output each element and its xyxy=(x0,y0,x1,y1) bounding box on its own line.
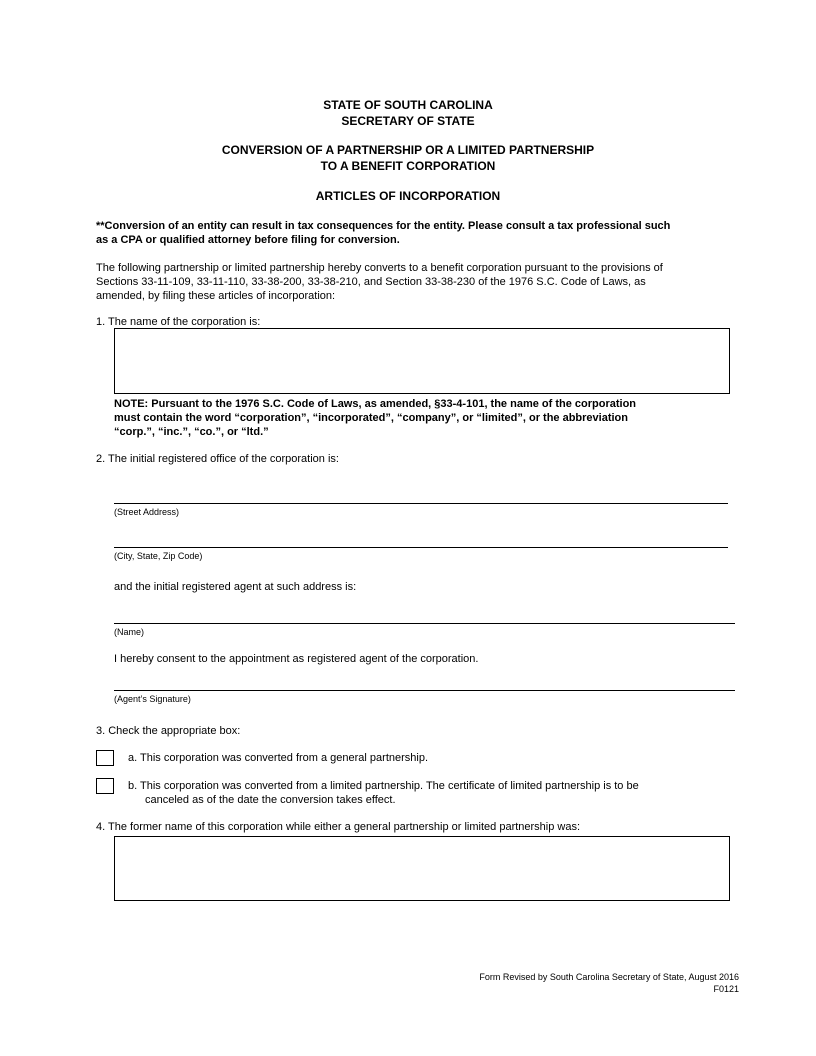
option-b-text-line2: canceled as of the date the conversion takes effect. xyxy=(145,794,396,806)
corporation-name-field[interactable] xyxy=(114,328,730,394)
agent-name-caption: (Name) xyxy=(114,627,145,637)
form-revision-note: Form Revised by South Carolina Secretary of State, August 2016 xyxy=(479,972,739,982)
item4-label: 4. The former name of this corporation while either a general partnership or limited partnership was: xyxy=(96,821,581,833)
intro-line2: Sections 33-11-109, 33-11-110, 33-38-200, 33-38-210, and Section 33-38-230 of the 1976 S.C. Code of Laws, as xyxy=(96,276,646,288)
limited-partnership-checkbox[interactable] xyxy=(96,778,114,794)
name-note-line2: must contain the word “corporation”, “incorporated”, “company”, or “limited”, or the abbreviation xyxy=(114,412,628,424)
agent-signature-line[interactable] xyxy=(114,690,735,691)
form-title-line2: TO A BENEFIT CORPORATION xyxy=(320,159,496,173)
registered-agent-label: and the initial registered agent at such address is: xyxy=(114,581,357,593)
city-state-zip-line[interactable] xyxy=(114,547,728,548)
tax-warning-line2: as a CPA or qualified attorney before filing for conversion. xyxy=(96,234,400,246)
item3-label: 3. Check the appropriate box: xyxy=(96,725,241,737)
state-heading: STATE OF SOUTH CAROLINA xyxy=(323,98,493,112)
agent-signature-caption: (Agent’s Signature) xyxy=(114,694,191,704)
option-a-text: a. This corporation was converted from a general partnership. xyxy=(128,752,429,764)
general-partnership-checkbox[interactable] xyxy=(96,750,114,766)
street-address-caption: (Street Address) xyxy=(114,507,180,517)
form-number: F0121 xyxy=(713,984,739,994)
former-name-field[interactable] xyxy=(114,836,730,901)
form-subtitle: ARTICLES OF INCORPORATION xyxy=(315,189,501,203)
office-heading: SECRETARY OF STATE xyxy=(341,114,475,128)
form-title-line1: CONVERSION OF A PARTNERSHIP OR A LIMITED PARTNERSHIP xyxy=(221,143,595,157)
item1-label: 1. The name of the corporation is: xyxy=(96,316,261,328)
item2-label: 2. The initial registered office of the corporation is: xyxy=(96,453,339,465)
intro-line3: amended, by filing these articles of incorporation: xyxy=(96,290,336,302)
city-state-zip-caption: (City, State, Zip Code) xyxy=(114,551,203,561)
name-note-line1: NOTE: Pursuant to the 1976 S.C. Code of Laws, as amended, §33-4-101, the name of the corporation xyxy=(114,398,637,410)
name-note-line3: “corp.”, “inc.”, “co.”, or “ltd.” xyxy=(114,426,269,438)
option-b-text-line1: b. This corporation was converted from a limited partnership. The certificate of limited partnership is to be xyxy=(128,780,639,792)
intro-line1: The following partnership or limited partnership hereby converts to a benefit corporation pursuant to the provisions of xyxy=(96,262,663,274)
agent-name-line[interactable] xyxy=(114,623,735,624)
tax-warning-line1: **Conversion of an entity can result in tax consequences for the entity. Please consult a tax professional such xyxy=(96,220,671,232)
street-address-line[interactable] xyxy=(114,503,728,504)
consent-statement: I hereby consent to the appointment as registered agent of the corporation. xyxy=(114,653,479,665)
